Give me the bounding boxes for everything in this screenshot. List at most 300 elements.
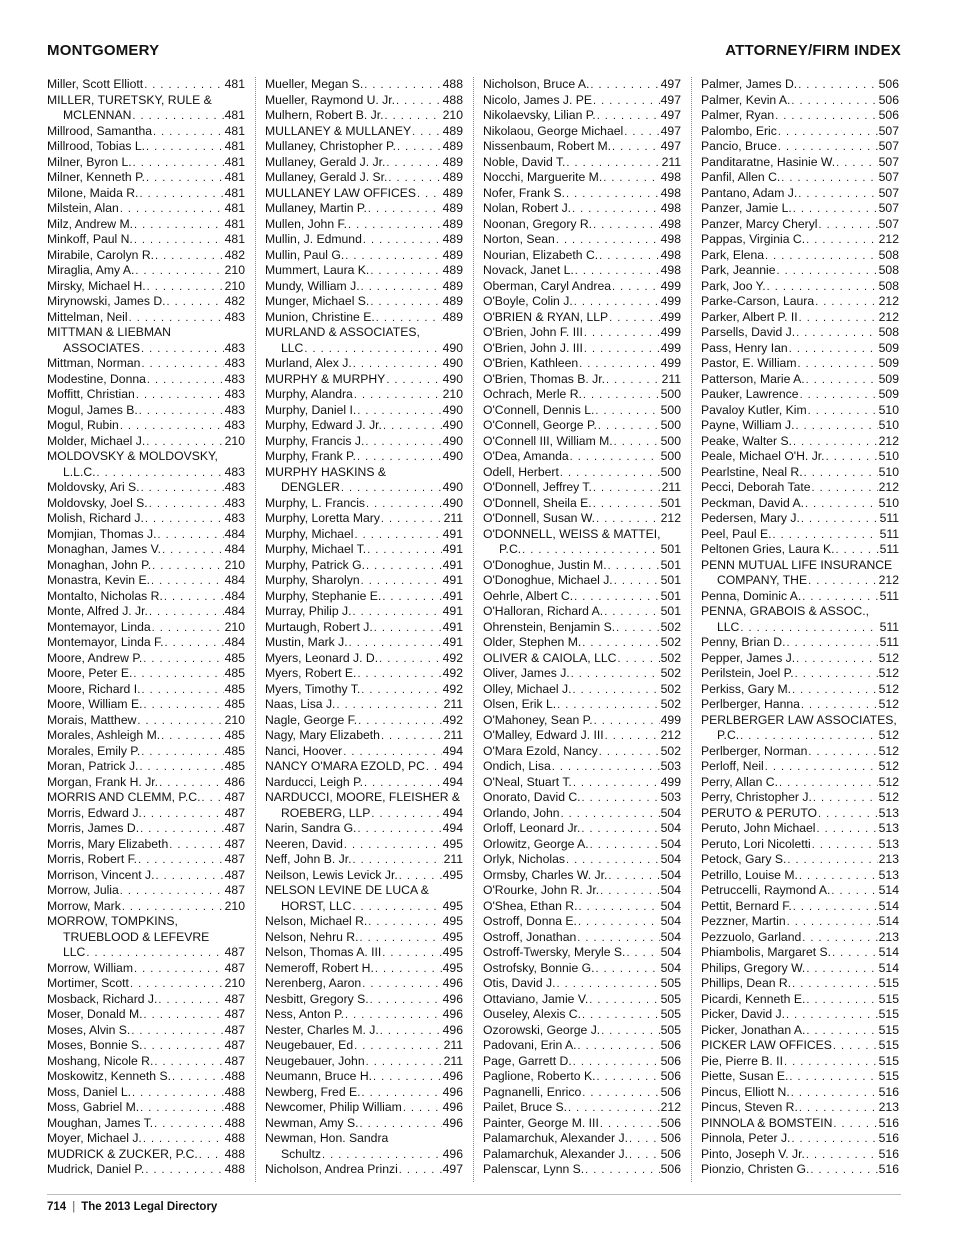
index-entry — [47, 1131, 245, 1147]
entry-page: 497 — [660, 123, 681, 138]
entry-page: 485 — [224, 697, 245, 711]
entry-name: Ostroff-Twersky, Meryle S. — [483, 945, 626, 959]
index-entry — [47, 697, 245, 713]
entry-name: MILLER, TURETSKY, RULE & — [47, 92, 212, 107]
index-entry — [701, 186, 899, 202]
entry-name: HORST, LLC — [281, 898, 352, 913]
dot-leader — [133, 667, 223, 682]
index-entry — [47, 325, 245, 341]
entry-name: Pailet, Bruce S. — [483, 1100, 567, 1114]
index-entry — [701, 1007, 899, 1023]
entry-name: Ondich, Lisa — [483, 759, 551, 773]
index-entry — [483, 713, 681, 729]
entry-name: Murphy, Sharolyn — [265, 573, 360, 587]
dot-leader — [593, 218, 660, 233]
entry-name: Moses, Bonnie S. — [47, 1038, 143, 1052]
index-entry — [483, 744, 681, 760]
entry-name: O'Connell, Dennis L. — [483, 402, 595, 417]
entry-name: NARDUCCI, MOORE, FLEISHER & — [265, 790, 461, 804]
index-entry — [701, 108, 899, 124]
entry-name: O'Mara Ezold, Nancy — [483, 743, 598, 758]
dot-leader — [571, 667, 660, 682]
entry-name: LLC — [717, 619, 740, 634]
dot-leader — [357, 667, 441, 682]
dot-leader — [134, 962, 224, 977]
entry-page: 504 — [660, 836, 681, 851]
entry-page: 212 — [878, 232, 899, 246]
index-entry — [47, 914, 245, 930]
entry-page: 483 — [224, 356, 245, 370]
entry-page: 512 — [878, 759, 899, 773]
index-entry — [701, 1116, 899, 1132]
entry-page: 499 — [660, 309, 681, 324]
entry-page: 490 — [442, 449, 463, 463]
entry-page: 507 — [878, 154, 899, 169]
entry-name: Morris, Edward J. — [47, 805, 142, 820]
entry-page: 483 — [224, 480, 245, 494]
entry-name: MULLANEY LAW OFFICES — [265, 185, 417, 200]
dot-leader — [357, 450, 442, 465]
index-entry — [483, 279, 681, 295]
index-entry — [701, 263, 899, 279]
dot-leader — [367, 543, 442, 558]
dot-leader — [370, 295, 441, 310]
dot-leader — [796, 652, 877, 667]
dot-leader — [169, 838, 223, 853]
entry-name: MOLDOVSKY & MOLDOVSKY, — [47, 449, 218, 463]
entry-name: Mosback, Richard J. — [47, 991, 158, 1006]
index-entry — [47, 759, 245, 775]
dot-leader — [361, 574, 442, 589]
entry-name: Newman, Hon. Sandra — [265, 1131, 389, 1145]
entry-name: COMPANY, THE — [717, 573, 808, 587]
entry-name: Norton, Sean — [483, 232, 555, 246]
entry-page: 496 — [442, 1007, 463, 1021]
index-entry — [701, 434, 899, 450]
entry-page: 210 — [442, 387, 463, 401]
entry-page: 514 — [878, 960, 899, 975]
dot-leader — [612, 280, 660, 295]
dot-leader — [795, 667, 878, 682]
dot-leader — [772, 528, 878, 543]
entry-name: Pauker, Lawrence — [701, 387, 799, 401]
dot-leader — [566, 156, 660, 171]
dot-leader — [585, 1163, 659, 1178]
index-entry — [265, 1100, 463, 1116]
dot-leader — [120, 884, 224, 899]
dot-leader — [806, 962, 877, 977]
dot-leader — [556, 977, 659, 992]
index-entry — [47, 1162, 245, 1178]
entry-name: Murphy, L. Francis — [265, 495, 366, 510]
dot-leader — [552, 760, 660, 775]
entry-name: Palmer, James D. — [701, 77, 798, 91]
entry-name: Munion, Christine E. — [265, 309, 375, 324]
index-entry — [265, 899, 463, 915]
dot-leader — [812, 838, 878, 853]
entry-page: 481 — [224, 216, 245, 231]
dot-leader — [570, 450, 660, 465]
index-entry — [483, 945, 681, 961]
dot-leader — [791, 94, 877, 109]
entry-name: Pavaloy Kutler, Kim — [701, 402, 807, 417]
entry-page: 488 — [442, 77, 463, 91]
entry-page: 491 — [442, 604, 463, 618]
entry-page: 491 — [442, 542, 463, 556]
entry-page: 483 — [224, 309, 245, 324]
entry-page: 489 — [442, 263, 463, 277]
dot-leader — [143, 1132, 224, 1147]
entry-page: 482 — [224, 294, 245, 308]
entry-name: Naas, Lisa J. — [265, 697, 336, 711]
index-entry — [483, 558, 681, 574]
entry-name: Panzer, Jamie L. — [701, 201, 792, 215]
entry-page: 481 — [224, 154, 245, 169]
index-entry — [47, 620, 245, 636]
index-entry — [47, 930, 245, 946]
entry-page: 496 — [442, 1084, 463, 1099]
index-entry — [47, 465, 245, 481]
index-entry — [265, 558, 463, 574]
publication-title: The 2013 Legal Directory — [81, 1201, 218, 1213]
entry-page: 500 — [660, 387, 681, 401]
index-entry — [265, 248, 463, 264]
index-entry — [47, 635, 245, 651]
entry-name: O'Shea, Ethan R. — [483, 898, 578, 913]
index-entry — [265, 372, 463, 388]
index-entry — [483, 651, 681, 667]
entry-name: Moughan, James T. — [47, 1115, 154, 1130]
index-entry — [265, 403, 463, 419]
entry-name: Peale, Michael O'H. Jr. — [701, 449, 825, 463]
dot-leader — [582, 1008, 660, 1023]
dot-leader — [399, 869, 442, 884]
entry-page: 484 — [224, 604, 245, 618]
index-entry — [701, 201, 899, 217]
dot-leader — [385, 109, 442, 124]
entry-page: 500 — [660, 449, 681, 463]
dot-leader — [596, 512, 660, 527]
dot-leader — [381, 729, 443, 744]
index-entry — [265, 1069, 463, 1085]
entry-name: Palmer, Kevin A. — [701, 92, 791, 107]
entry-page: 508 — [878, 247, 899, 262]
dot-leader — [616, 621, 660, 636]
index-entry — [265, 1085, 463, 1101]
entry-page: 505 — [660, 1007, 681, 1021]
entry-page: 495 — [442, 929, 463, 944]
entry-page: 211 — [443, 728, 463, 742]
entry-name: O'Donoghue, Michael J. — [483, 573, 613, 587]
entry-name: O'Neal, Stuart T. — [483, 774, 572, 789]
dot-leader — [765, 249, 878, 264]
dot-leader — [386, 373, 441, 388]
index-entry — [265, 666, 463, 682]
entry-name: Moran, Patrick J. — [47, 759, 139, 773]
index-entry — [47, 449, 245, 465]
dot-leader — [348, 218, 442, 233]
entry-page: 506 — [660, 1084, 681, 1099]
dot-leader — [578, 1039, 660, 1054]
dot-leader — [382, 590, 441, 605]
index-entry — [265, 93, 463, 109]
column-divider — [691, 77, 692, 1182]
entry-page: 492 — [442, 681, 463, 696]
dot-leader — [589, 993, 659, 1008]
dot-leader — [397, 140, 442, 155]
entry-page: 505 — [660, 976, 681, 990]
dot-leader — [353, 357, 442, 372]
dot-leader — [358, 714, 442, 729]
dot-leader — [578, 900, 659, 915]
entry-page: 494 — [442, 743, 463, 758]
index-entry — [265, 945, 463, 961]
entry-name: MORROW, TOMPKINS, — [47, 914, 178, 928]
entry-name: Miller, Scott Elliott — [47, 77, 144, 91]
entry-name: Moore, Peter E. — [47, 666, 133, 680]
entry-name: Pass, Henry Ian — [701, 340, 788, 355]
entry-name: Orloff, Leonard Jr. — [483, 821, 581, 835]
entry-page: 490 — [442, 371, 463, 386]
entry-name: O'Malley, Edward J. III — [483, 728, 604, 742]
index-entry — [47, 651, 245, 667]
dot-leader — [152, 559, 224, 574]
entry-page: 488 — [224, 1146, 245, 1161]
index-entry — [701, 155, 899, 171]
index-entry — [47, 1007, 245, 1023]
entry-name: O'Brien, John F. III — [483, 325, 583, 339]
entry-page: 487 — [224, 1007, 245, 1021]
entry-page: 507 — [878, 123, 899, 138]
dot-leader — [133, 156, 224, 171]
entry-page: 495 — [442, 914, 463, 928]
entry-page: 512 — [878, 650, 899, 665]
dot-leader — [819, 218, 878, 233]
dot-leader — [575, 264, 660, 279]
index-entry — [483, 155, 681, 171]
index-entry — [47, 217, 245, 233]
entry-page: 490 — [442, 418, 463, 432]
dot-leader — [605, 729, 660, 744]
dot-leader — [152, 621, 224, 636]
entry-page: 504 — [660, 821, 681, 835]
dot-leader — [161, 729, 224, 744]
dot-leader — [141, 481, 224, 496]
index-entry — [701, 759, 899, 775]
dot-leader — [162, 543, 224, 558]
dot-leader — [357, 822, 441, 837]
entry-page: 483 — [224, 340, 245, 355]
entry-name: O'Brien, Kathleen — [483, 356, 579, 370]
index-title: ATTORNEY/FIRM INDEX — [725, 42, 901, 59]
index-entry — [47, 992, 245, 1008]
index-entry — [47, 387, 245, 403]
index-entry — [47, 1116, 245, 1132]
index-entry — [483, 1116, 681, 1132]
entry-page: 491 — [442, 635, 463, 649]
dot-leader — [804, 466, 878, 481]
entry-name: Perry, Allan C. — [701, 774, 778, 789]
entry-page: 486 — [224, 774, 245, 789]
index-entry — [265, 155, 463, 171]
entry-name: MORRIS AND CLEMM, P.C. — [47, 790, 201, 804]
entry-page: 499 — [660, 325, 681, 339]
index-entry — [483, 263, 681, 279]
index-entry — [701, 279, 899, 295]
entry-page: 502 — [660, 681, 681, 696]
entry-page: 485 — [224, 650, 245, 665]
entry-name: Nourian, Elizabeth C. — [483, 247, 599, 262]
entry-name: Perlberger, Norman — [701, 743, 808, 758]
index-entry — [483, 201, 681, 217]
entry-page: 507 — [878, 139, 899, 153]
entry-name: Ohrenstein, Benjamin S. — [483, 619, 616, 634]
index-entry — [265, 930, 463, 946]
index-entry — [47, 899, 245, 915]
index-entry — [483, 883, 681, 899]
entry-name: Millrood, Samantha — [47, 123, 152, 138]
dot-leader — [139, 760, 223, 775]
dot-leader — [779, 776, 878, 791]
entry-page: 515 — [878, 1069, 899, 1083]
entry-name: Murphy, Francis J. — [265, 433, 365, 448]
entry-name: Nelson, Michael R. — [265, 914, 368, 928]
entry-page: 504 — [660, 929, 681, 944]
entry-page: 494 — [442, 774, 463, 789]
index-entry — [483, 418, 681, 434]
entry-page: 504 — [660, 898, 681, 913]
index-entry — [47, 124, 245, 140]
index-entry — [265, 651, 463, 667]
entry-name: Mullaney, Gerald J. Jr. — [265, 154, 386, 169]
entry-name: Olley, Michael J. — [483, 681, 572, 696]
entry-name: Newcomer, Philip William — [265, 1100, 402, 1114]
entry-page: 511 — [879, 511, 899, 525]
entry-page: 499 — [660, 712, 681, 727]
entry-name: Noonan, Gregory R. — [483, 216, 593, 231]
dot-leader — [612, 140, 660, 155]
dot-leader — [158, 528, 224, 543]
entry-name: Petrillo, Louise M. — [701, 867, 798, 882]
index-entry — [265, 418, 463, 434]
entry-page: 514 — [878, 914, 899, 928]
index-entry — [265, 1116, 463, 1132]
entry-name: Ochrach, Merle R. — [483, 387, 582, 401]
entry-page: 487 — [224, 991, 245, 1006]
footer-separator: | — [72, 1201, 76, 1213]
entry-page: 490 — [442, 433, 463, 448]
entry-page: 485 — [224, 743, 245, 758]
entry-page: 511 — [879, 542, 899, 556]
entry-page: 487 — [224, 821, 245, 835]
dot-leader — [352, 853, 442, 868]
entry-page: 212 — [878, 480, 899, 494]
entry-page: 488 — [224, 1100, 245, 1114]
dot-leader — [132, 109, 223, 124]
entry-name: Picardi, Kenneth E. — [701, 991, 806, 1006]
dot-leader — [368, 202, 442, 217]
entry-page: 498 — [660, 247, 681, 262]
index-entry — [47, 1147, 245, 1163]
index-entry — [701, 527, 899, 543]
entry-name: MURPHY & MURPHY — [265, 371, 386, 386]
index-entry — [483, 232, 681, 248]
entry-name: Narducci, Leigh P. — [265, 774, 364, 789]
entry-name: Pettit, Bernard F. — [701, 898, 792, 913]
entry-page: 500 — [660, 402, 681, 417]
index-entry — [701, 341, 899, 357]
entry-name: Pappas, Virginia C. — [701, 232, 806, 246]
entry-name: Pezzuolo, Garland — [701, 929, 802, 944]
entry-name: LLC — [63, 945, 86, 959]
entry-page: 212 — [878, 573, 899, 587]
index-entry — [265, 573, 463, 589]
index-entry — [483, 697, 681, 713]
entry-name: Painter, George M. III — [483, 1115, 599, 1130]
entry-name: Neugebauer, John — [265, 1053, 365, 1068]
index-entry — [701, 542, 899, 558]
dot-leader — [344, 838, 442, 853]
entry-name: PICKER LAW OFFICES — [701, 1038, 832, 1052]
entry-name: Parsells, David J. — [701, 325, 796, 339]
index-entry — [483, 77, 681, 93]
index-entry — [47, 155, 245, 171]
entry-name: Patterson, Marie A. — [701, 371, 805, 386]
index-entry — [483, 217, 681, 233]
entry-name: Perry, Christopher J. — [701, 790, 812, 804]
entry-name: O'Brien, Thomas B. Jr. — [483, 371, 605, 386]
entry-page: 211 — [443, 852, 463, 866]
dot-leader — [361, 683, 441, 698]
index-entry — [265, 232, 463, 248]
footer-rule — [47, 1194, 901, 1195]
index-entry — [47, 403, 245, 419]
page-footer — [47, 1201, 217, 1213]
dot-leader — [359, 931, 441, 946]
dot-leader — [155, 249, 224, 264]
entry-page: 504 — [660, 867, 681, 882]
entry-name: Morris, Mary Elizabeth — [47, 836, 169, 851]
dot-leader — [836, 156, 878, 171]
entry-name: Philips, Gregory W. — [701, 960, 806, 975]
entry-name: Nelson, Nehru R. — [265, 929, 359, 944]
dot-leader — [609, 311, 660, 326]
dot-leader — [583, 388, 660, 403]
dot-leader — [138, 853, 224, 868]
entry-page: 492 — [442, 666, 463, 680]
entry-page: 491 — [442, 557, 463, 572]
entry-page: 516 — [878, 1131, 899, 1145]
entry-name: Park, Elena — [701, 247, 765, 262]
entry-page: 513 — [878, 867, 899, 882]
dot-leader — [341, 481, 442, 496]
dot-leader — [789, 1070, 877, 1085]
dot-leader — [135, 264, 223, 279]
entry-page: 210 — [224, 278, 245, 293]
entry-page: 487 — [224, 883, 245, 897]
entry-name: Moore, Richard I. — [47, 681, 141, 696]
entry-name: PERUTO & PERUTO — [701, 805, 818, 820]
entry-page: 501 — [660, 573, 681, 587]
entry-name: Moore, William E. — [47, 697, 143, 711]
index-entry — [265, 1007, 463, 1023]
entry-name: Picker, David J. — [701, 1007, 785, 1021]
dot-leader — [806, 233, 878, 248]
entry-name: ASSOCIATES — [63, 340, 140, 355]
index-entry — [47, 434, 245, 450]
dot-leader — [139, 404, 224, 419]
entry-name: Molder, Michael J. — [47, 433, 146, 448]
